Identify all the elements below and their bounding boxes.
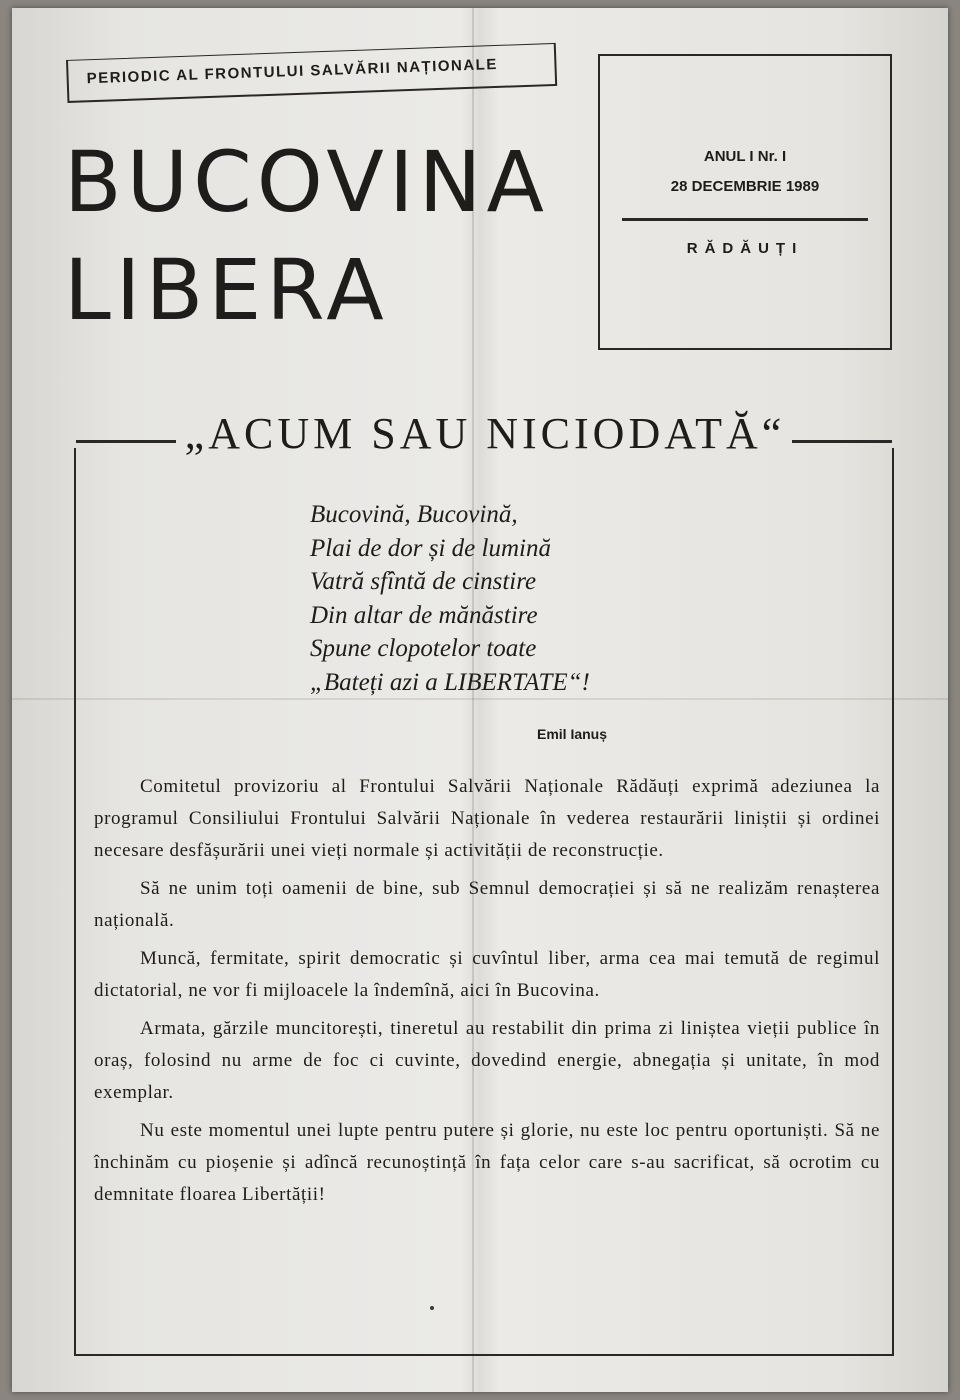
article-paragraph: Armata, gărzile muncitorești, tineretul au restabilit din prima zi liniștea vieții publice în oraș, folosind nu arme de foc ci cuvinte, dovedind energie, abnegația și unitate, în mod exemplar. [94, 1018, 880, 1103]
newspaper-title-line2: LIBERA [64, 241, 389, 339]
article-body [94, 771, 880, 1217]
poem-author: Emil Ianuș [536, 726, 608, 742]
article-paragraph: Muncă, fermitate, spirit democratic și cuvîntul liber, arma cea mai temută de regimul dictatorial, ne vor fi mijloacele la îndemînă, aici în Bucovina. [94, 948, 880, 1001]
ink-speck [430, 1306, 434, 1310]
masthead-tagline: PERIODIC AL FRONTULUI SALVĂRII NAȚIONALE [86, 55, 499, 88]
issue-date: 28 DECEMBRIE 1989 [670, 178, 820, 195]
issue-number: ANUL I Nr. I [703, 148, 787, 165]
article-paragraph: Comitetul provizoriu al Frontului Salvării Naționale Rădăuți exprimă adeziunea la programul Consiliului Frontului Salvării Naționale în vederea restaurării liniștii și ordinei necesare desfășurării unei vieți normale și activității de reconstrucție. [94, 776, 880, 861]
poem [310, 498, 590, 699]
newspaper-page [12, 8, 948, 1392]
poem-line: Plai de dor și de lumină [310, 534, 551, 562]
headline-rule-left [76, 440, 176, 443]
masthead-tagline-box [66, 43, 557, 103]
headline: „ACUM SAU NICIODATĂ“ [184, 409, 786, 458]
newspaper-title-line1: BUCOVINA [64, 133, 549, 231]
issue-city: RĂDĂUȚI [686, 240, 804, 257]
article-paragraph: Nu este momentul unei lupte pentru putere și glorie, nu este loc pentru oportuniști. Să ne închinăm cu pioșenie și adîncă recunoștință în fața celor care s-au sacrificat, să ocrotim cu demnitate floarea Libertății! [94, 1120, 880, 1205]
issue-divider [622, 218, 868, 221]
poem-line: Bucovină, Bucovină, [310, 501, 518, 528]
poem-line: Vatră sfîntă de cinstire [310, 568, 537, 595]
article-paragraph: Să ne unim toți oamenii de bine, sub Semnul democrației și să ne realizăm renașterea națională. [94, 878, 880, 931]
poem-line: „Bateți azi a LIBERTATE“! [310, 668, 590, 696]
poem-line: Spune clopotelor toate [310, 635, 537, 662]
headline-rule-right [792, 440, 892, 443]
poem-line: Din altar de mănăstire [310, 601, 538, 629]
issue-info-box [598, 54, 892, 350]
